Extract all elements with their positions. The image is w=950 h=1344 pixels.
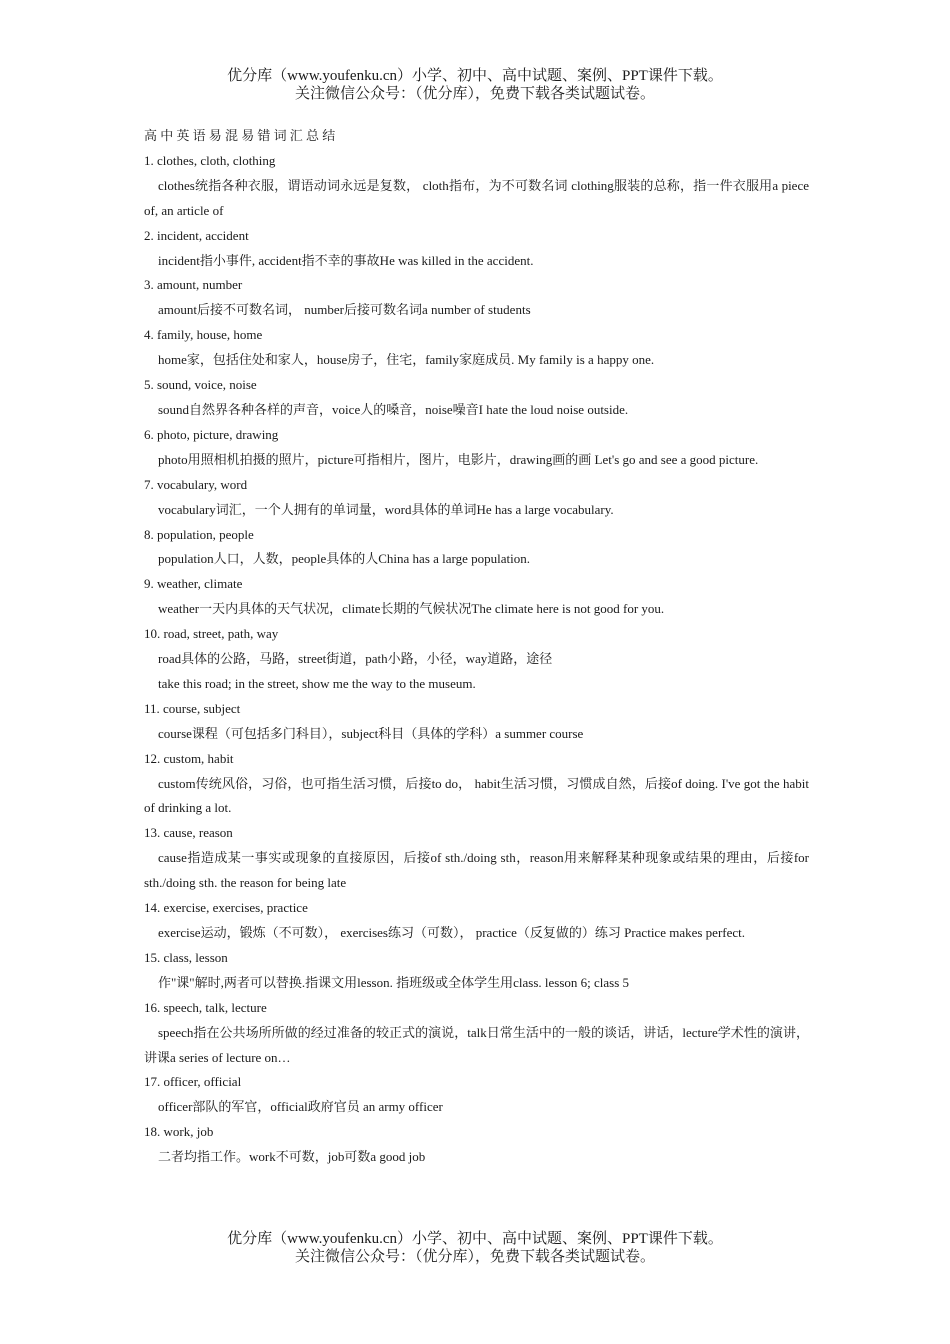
entry-heading: 3. amount, number xyxy=(144,277,243,293)
footer-line-1: 优分库（www.youfenku.cn）小学、初中、高中试题、案例、PPT课件下载。 xyxy=(227,1231,723,1247)
footer-line-2: 关注微信公众号：（优分库），免费下载各类试题试卷。 xyxy=(294,1249,655,1265)
vocab-entry xyxy=(144,224,809,274)
entry-explanation: amount后接不可数名词， number后接可数名词a number of students xyxy=(158,302,531,318)
entry-explanation: 作"课"解时,两者可以替换.指课文用lesson. 指班级或全体学生用class. lesson 6; class 5 xyxy=(158,974,630,990)
vocab-entry xyxy=(144,523,809,573)
entry-heading: 15. class, lesson xyxy=(144,949,228,965)
header-line-1: 优分库（www.youfenku.cn）小学、初中、高中试题、案例、PPT课件下载。 xyxy=(227,68,723,84)
vocab-entry xyxy=(144,149,809,224)
entry-heading: 17. officer, official xyxy=(144,1074,242,1090)
entry-heading: 8. population, people xyxy=(144,526,254,542)
vocab-entry xyxy=(144,373,809,423)
entry-heading: 12. custom, habit xyxy=(144,750,234,766)
page-header xyxy=(0,67,950,103)
entry-example: take this road; in the street, show me the way to the museum. xyxy=(158,675,476,691)
entry-explanation: weather一天内具体的天气状况，climate长期的气候状况The climate here is not good for you. xyxy=(158,601,665,617)
vocab-entry xyxy=(144,697,809,747)
entry-explanation: home家，包括住处和家人，house房子，住宅，family家庭成员. My family is a happy one. xyxy=(158,352,655,368)
entry-explanation: speech指在公共场所所做的经过准备的较正式的演说，talk日常生活中的一般的谈话，讲话，lecture学术性的演讲，讲课a series of lecture on… xyxy=(144,1024,809,1065)
entry-heading: 1. clothes, cloth, clothing xyxy=(144,152,276,168)
vocab-entry xyxy=(144,747,809,822)
entry-heading: 6. photo, picture, drawing xyxy=(144,426,279,442)
entry-explanation: road具体的公路，马路，street街道，path小路，小径，way道路，途径 xyxy=(158,651,553,667)
entry-explanation: officer部队的军官，official政府官员 an army officer xyxy=(158,1099,443,1115)
vocab-entry xyxy=(144,821,809,896)
vocab-entry xyxy=(144,473,809,523)
vocab-entry xyxy=(144,946,809,996)
vocab-entry xyxy=(144,572,809,622)
vocab-entry xyxy=(144,622,809,697)
entry-explanation: cause指造成某一事实或现象的直接原因，后接of sth./doing sth，reason用来解释某种现象或结果的理由，后接for sth./doing sth. the reason for being late xyxy=(144,850,809,891)
entry-heading: 10. road, street, path, way xyxy=(144,626,279,642)
entry-explanation: photo用照相机拍摄的照片，picture可指相片，图片，电影片，drawing画的画 Let's go and see a good picture. xyxy=(158,451,759,467)
entry-explanation: exercise运动，锻炼（不可数）， exercises练习（可数）， practice（反复做的）练习 Practice makes perfect. xyxy=(158,925,746,940)
entry-heading: 13. cause, reason xyxy=(144,825,233,841)
vocab-entry xyxy=(144,273,809,323)
entry-heading: 5. sound, voice, noise xyxy=(144,377,257,393)
entry-heading: 14. exercise, exercises, practice xyxy=(144,900,308,916)
entry-heading: 16. speech, talk, lecture xyxy=(144,999,267,1015)
entry-list xyxy=(144,149,809,1170)
vocab-entry xyxy=(144,323,809,373)
entry-explanation: custom传统风俗，习俗，也可指生活习惯，后接to do， habit生活习惯，习惯成自然，后接of doing. I've got the habit of drinking a lot. xyxy=(144,775,809,816)
vocab-entry xyxy=(144,1070,809,1120)
vocab-entry xyxy=(144,423,809,473)
entry-explanation: incident指小事件, accident指不幸的事故He was killed in the accident. xyxy=(158,252,534,268)
vocab-entry xyxy=(144,996,809,1071)
entry-explanation: course课程（可包括多门科目），subject科目（具体的学科）a summer course xyxy=(158,725,584,741)
entry-explanation: clothes统指各种衣服，谓语动词永远是复数， cloth指布，为不可数名词 clothing服装的总称，指一件衣服用a piece of, an article of xyxy=(144,177,809,218)
vocab-entry xyxy=(144,896,809,946)
header-line-2: 关注微信公众号：（优分库），免费下载各类试题试卷。 xyxy=(294,86,655,102)
entry-explanation: population人口，人数，people具体的人China has a large population. xyxy=(158,551,531,567)
entry-explanation: 二者均指工作。work不可数，job可数a good job xyxy=(158,1149,426,1165)
entry-explanation: sound自然界各种各样的声音，voice人的嗓音，noise噪音I hate the loud noise outside. xyxy=(158,401,629,417)
entry-heading: 2. incident, accident xyxy=(144,227,249,243)
entry-heading: 4. family, house, home xyxy=(144,327,263,343)
document-body xyxy=(144,124,809,1170)
entry-heading: 7. vocabulary, word xyxy=(144,476,248,492)
entry-heading: 11. course, subject xyxy=(144,700,241,716)
page-footer xyxy=(0,1230,950,1266)
entry-explanation: vocabulary词汇，一个人拥有的单词量，word具体的单词He has a large vocabulary. xyxy=(158,501,614,517)
entry-heading: 9. weather, climate xyxy=(144,576,243,592)
entry-heading: 18. work, job xyxy=(144,1124,214,1140)
document-title: 高中英语易混易错词汇总结 xyxy=(144,128,339,143)
vocab-entry xyxy=(144,1120,809,1170)
